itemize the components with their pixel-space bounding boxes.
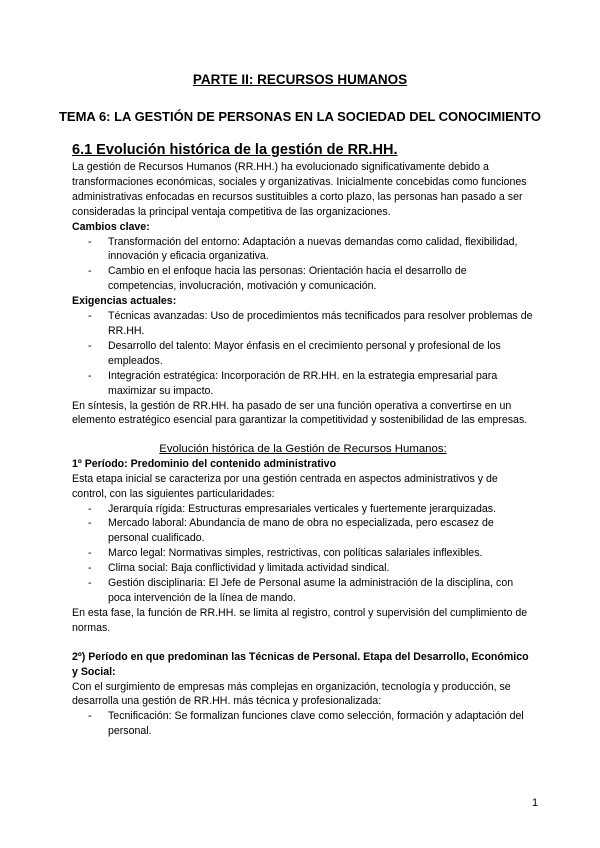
period-1-closing: En esta fase, la función de RR.HH. se limita al registro, control y supervisión del cumplimiento de normas. [72,606,528,634]
list-item: - Clima social: Baja conflictividad y limitada actividad sindical. [108,561,534,576]
part-title: PARTE II: RECURSOS HUMANOS [192,72,408,87]
list-item: - Gestión disciplinaria: El Jefe de Personal asume la administración de la disciplina, con poca intervención de la línea de mando. [108,576,534,606]
list-item: - Integración estratégica: Incorporación de RR.HH. en la estrategia empresarial para maximizar su impacto. [108,369,534,399]
period-2-intro: Con el surgimiento de empresas más complejas en organización, tecnología y producción, se desarrolla una gestión de RR.HH. más técnica y profesionalizada: [72,680,511,708]
period-1-title: 1º Período: Predominio del contenido administrativo [72,457,337,470]
cambios-label: Cambios clave: [72,220,150,233]
period-2-title: 2º) Período en que predominan las Técnicas de Personal. Etapa del Desarrollo, Económico y Social: [72,650,529,678]
period-2-list [72,709,534,739]
tema-title: TEMA 6: LA GESTIÓN DE PERSONAS EN LA SOCIEDAD DEL CONOCIMIENTO [58,109,541,124]
list-item: - Transformación del entorno: Adaptación a nuevas demandas como calidad, flexibilidad, innovación y eficacia organizativa. [108,235,534,265]
document-body [72,141,534,739]
period-1-intro: Esta etapa inicial se caracteriza por una gestión centrada en aspectos administrativos y de control, con las siguientes particularidades: [72,472,498,500]
list-item: - Cambio en el enfoque hacia las personas: Orientación hacia el desarrollo de competencias, involucración, motivación y comunicación. [108,264,534,294]
list-item: - Tecnificación: Se formalizan funciones clave como selección, formación y adaptación del personal. [108,709,534,739]
cambios-list [72,235,534,295]
page-number: 1 [532,797,539,809]
section-heading: 6.1 Evolución histórica de la gestión de RR.HH. [72,142,398,158]
list-item: - Marco legal: Normativas simples, restrictivas, con políticas salariales inflexibles. [108,546,534,561]
spacer [72,636,534,650]
list-item: - Jerarquía rígida: Estructuras empresariales verticales y fuertemente jerarquizadas. [108,502,534,517]
list-item: - Desarrollo del talento: Mayor énfasis en el crecimiento personal y profesional de los empleados. [108,339,534,369]
evolution-heading: Evolución histórica de la Gestión de Recursos Humanos: [159,443,447,456]
conclusion-paragraph: En síntesis, la gestión de RR.HH. ha pasado de ser una función operativa a convertirse en un elemento estratégico esencial para garantizar la competitividad y sostenibilidad de las empresas. [72,399,528,427]
list-item: - Técnicas avanzadas: Uso de procedimientos más tecnificados para resolver problemas de RR.HH. [108,309,534,339]
exigencias-label: Exigencias actuales: [72,295,177,308]
intro-paragraph: La gestión de Recursos Humanos (RR.HH.) ha evolucionado significativamente debido a transformaciones económicas, sociales y organizativas. Inicialmente concebidas como funciones administrativas enfocadas en recursos sustituibles a corto plazo, las personas han pasado a ser consideradas la principal ventaja competitiva de las organizaciones. [72,161,527,218]
exigencias-list [72,309,534,398]
period-1-list [72,502,534,606]
list-item: - Mercado laboral: Abundancia de mano de obra no especializada, pero escasez de personal cualificado. [108,516,534,546]
